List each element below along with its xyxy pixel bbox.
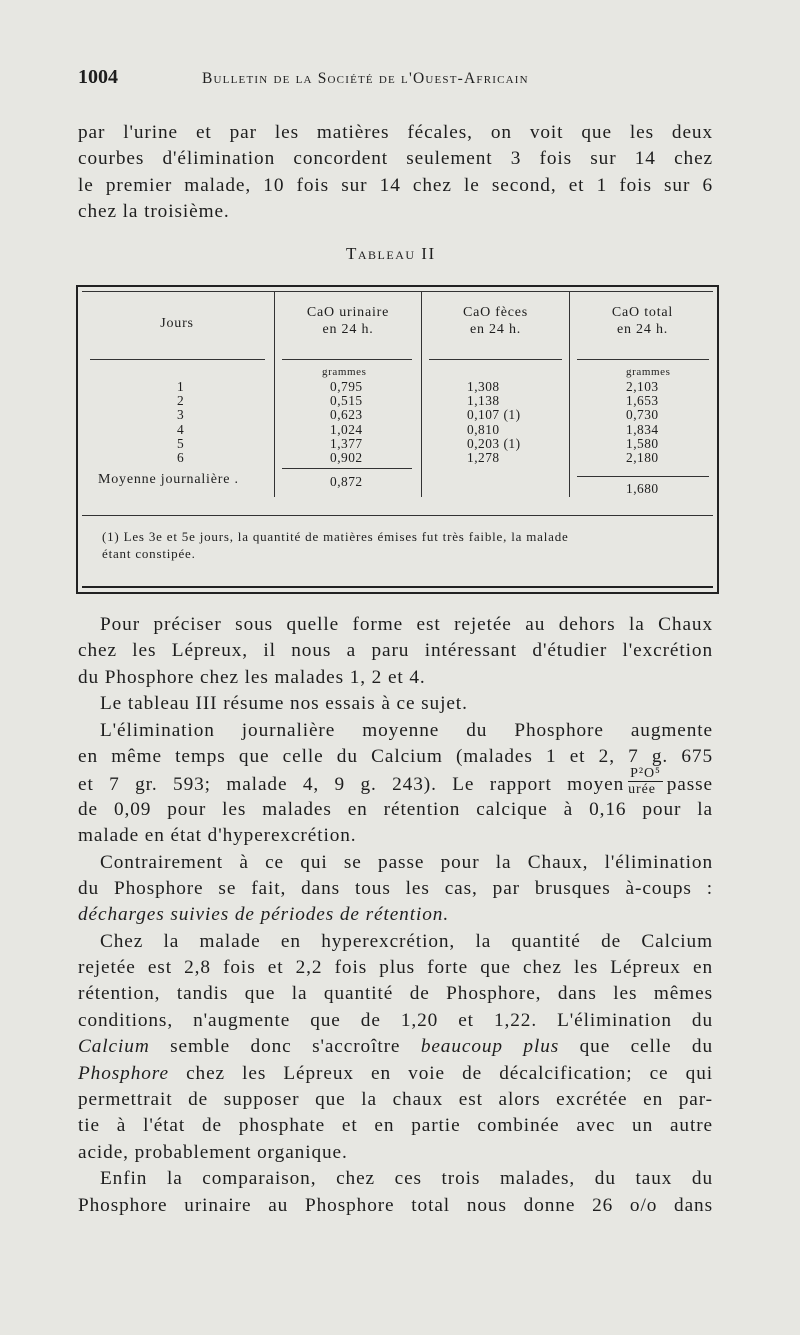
column-total [626, 380, 659, 465]
unit-total: grammes [626, 366, 671, 378]
text-line [78, 1061, 713, 1087]
page-header [78, 66, 718, 96]
text-line: conditions, n'augmente que de 1,20 et 1,22. L'élimination du [78, 1009, 713, 1031]
italic-text: décharges suivies de périodes de rétention. [78, 904, 450, 926]
moyenne-total: 1,680 [626, 481, 659, 496]
italic-text: beaucoup plus [420, 1036, 560, 1058]
text-span: semble donc s'accroître [149, 1036, 421, 1058]
text-line-with-fraction [78, 766, 713, 798]
data-table [76, 285, 719, 594]
total-cell: 1,653 [626, 393, 659, 409]
text-line [78, 902, 713, 928]
text-line: L'élimination journalière moyenne du Phosphore augmente [100, 719, 713, 741]
text-line: du Phosphore chez les malades 1, 2 et 4. [78, 666, 426, 688]
text-line [78, 1034, 713, 1060]
urinaire-cell: 1,024 [330, 421, 363, 437]
moyenne-rule [577, 476, 709, 477]
jour-cell: 1 [177, 379, 185, 394]
urinaire-cell: 0,795 [330, 379, 363, 394]
feces-cell: 0,203 (1) [467, 435, 521, 451]
footnote-separator [82, 515, 713, 516]
header-rule [429, 359, 562, 360]
text-line: Le tableau III résume nos essais à ce sujet. [100, 693, 468, 715]
text-line: de 0,09 pour les malades en rétention calcique à 0,16 pour la [78, 798, 713, 820]
feces-cell: 1,308 [467, 379, 500, 394]
feces-cell: 0,810 [467, 421, 500, 437]
header-line: en 24 h. [616, 322, 669, 337]
table-inner-frame [82, 291, 713, 588]
text-line: acide, probablement organique. [78, 1141, 348, 1163]
header-rule [282, 359, 412, 360]
header-line: en 24 h. [322, 322, 374, 337]
feces-cell: 1,138 [467, 393, 500, 409]
urinaire-cell: 1,377 [330, 435, 363, 451]
jour-cell: 2 [177, 393, 185, 409]
page-number: 1004 [78, 66, 118, 88]
header-rule [90, 359, 265, 360]
footnote-line: étant constipée. [102, 546, 196, 561]
header-line: CaO total [611, 305, 674, 320]
text-line: tie à l'état de phosphate et en partie combinée avec un autre [78, 1115, 713, 1137]
text-line: Enfin la comparaison, chez ces trois malades, du taux du [100, 1168, 713, 1190]
ratio-fraction [628, 766, 663, 797]
header-cao-total [570, 304, 715, 338]
jour-cell: 6 [177, 450, 185, 466]
table-title: Tableau II [346, 244, 436, 263]
column-urinaire [330, 380, 363, 465]
text-span: que celle du [559, 1036, 714, 1058]
moyenne-rule [282, 468, 412, 469]
jour-cell: 4 [177, 421, 185, 437]
italic-text: Calcium [78, 1036, 150, 1058]
text-line: en même temps que celle du Calcium (malades 1 et 2, 7 g. 675 [78, 745, 713, 767]
text-span: et 7 gr. 593; malade 4, 9 g. 243). Le rapport moyen [78, 774, 625, 796]
header-line: CaO fèces [462, 305, 529, 320]
total-cell: 2,180 [626, 450, 659, 466]
text-span: passe [666, 774, 713, 796]
text-line: rejetée est 2,8 fois et 2,2 fois plus forte que chez les Lépreux en [78, 957, 713, 979]
text-line: courbes d'élimination concordent seulement 3 fois sur 14 chez [78, 148, 713, 170]
header-cao-feces [422, 304, 569, 338]
header-line: CaO urinaire [306, 305, 390, 320]
text-line: par l'urine et par les matières fécales, on voit que les deux [78, 122, 713, 143]
footnote-line: (1) Les 3e et 5e jours, la quantité de matières émises fut très faible, la malade [102, 529, 569, 544]
moyenne-label: Moyenne journalière . [98, 472, 239, 487]
text-span: chez les Lépreux en voie de décalcification; ce qui [168, 1062, 713, 1084]
jour-cell: 5 [177, 435, 185, 451]
moyenne-urinaire: 0,872 [330, 474, 363, 489]
text-line: Contrairement à ce qui se passe pour la Chaux, l'élimination [100, 851, 713, 873]
header-jours: Jours [160, 316, 194, 331]
text-line: permettrait de supposer que la chaux est alors excrétée en par- [78, 1089, 713, 1111]
main-body [78, 612, 713, 1219]
unit-urinaire: grammes [322, 366, 367, 378]
text-line: chez les Lépreux, il nous a paru intéressant d'étudier l'excrétion [78, 640, 713, 662]
urinaire-cell: 0,515 [330, 393, 363, 409]
intro-paragraph [78, 120, 713, 226]
column-jours [177, 380, 184, 465]
header-line: en 24 h. [469, 322, 522, 337]
header-cao-urinaire [275, 304, 421, 338]
urinaire-cell: 0,623 [330, 407, 363, 423]
column-feces [467, 380, 521, 465]
urinaire-cell: 0,902 [330, 450, 363, 466]
text-line: Pour préciser sous quelle forme est rejetée au dehors la Chaux [100, 614, 713, 635]
text-line: malade en état d'hyperexcrétion. [78, 825, 357, 847]
header-rule [577, 359, 709, 360]
text-line: Phosphore urinaire au Phosphore total nous donne 26 o/o dans [78, 1194, 713, 1216]
text-line: rétention, tandis que la quantité de Phosphore, dans les mêmes [78, 983, 713, 1005]
text-line: Chez la malade en hyperexcrétion, la quantité de Calcium [100, 930, 713, 952]
feces-cell: 1,278 [467, 450, 500, 466]
fraction-numerator: P²O⁵ [630, 766, 661, 782]
table-footnote [102, 528, 569, 562]
total-cell: 1,834 [626, 421, 659, 437]
text-line: du Phosphore se fait, dans tous les cas, par brusques à-coups : [78, 877, 713, 899]
feces-cell: 0,107 (1) [467, 407, 521, 423]
fraction-denominator: urée [628, 782, 656, 798]
text-line: le premier malade, 10 fois sur 14 chez le second, et 1 fois sur 6 [78, 174, 713, 196]
jour-cell: 3 [177, 407, 185, 423]
total-cell: 2,103 [626, 379, 659, 394]
running-title: Bulletin de la Société de l'Ouest-Africain [202, 70, 529, 87]
text-line: chez la troisième. [78, 201, 230, 223]
italic-text: Phosphore [78, 1062, 169, 1084]
total-cell: 0,730 [626, 407, 659, 423]
total-cell: 1,580 [626, 435, 659, 451]
